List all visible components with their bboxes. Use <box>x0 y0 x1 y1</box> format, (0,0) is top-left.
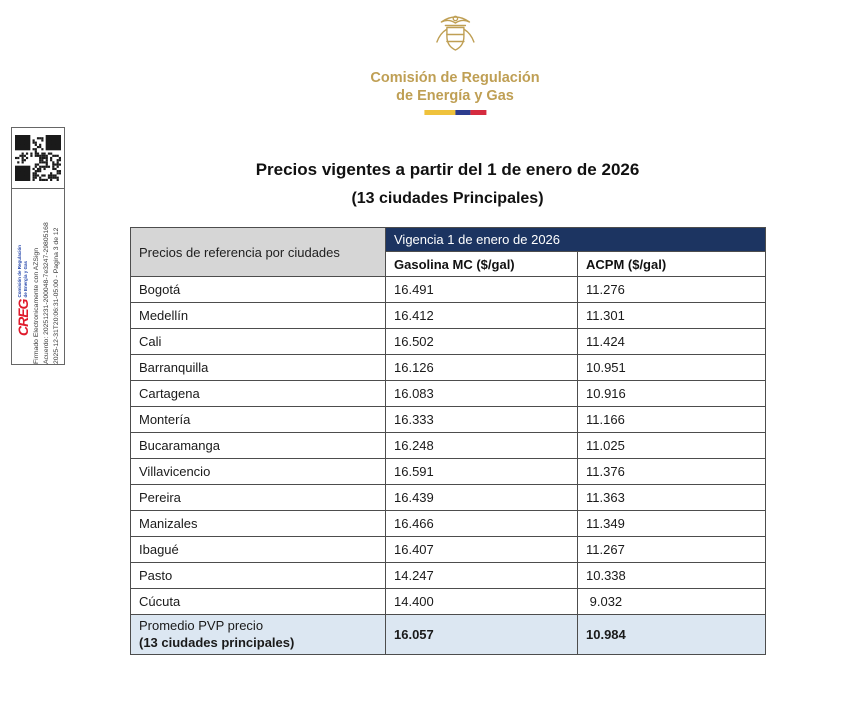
org-name <box>370 69 539 105</box>
city-cell: Ibagué <box>131 537 386 563</box>
table-row <box>131 303 766 329</box>
acpm-cell: 11.376 <box>578 459 766 485</box>
acpm-cell: 11.267 <box>578 537 766 563</box>
colombia-coat-of-arms-icon <box>433 12 477 67</box>
colombia-flag-bar <box>424 110 486 115</box>
gasolina-cell: 16.466 <box>386 511 578 537</box>
acpm-cell: 11.276 <box>578 277 766 303</box>
acpm-cell: 11.424 <box>578 329 766 355</box>
gasolina-column-header: Gasolina MC ($/gal) <box>386 252 578 277</box>
acpm-cell: 9.032 <box>578 589 766 615</box>
city-cell: Cali <box>131 329 386 355</box>
signature-line-2: Acuerdo: 20251231-200048-7e3247-29805168 <box>43 222 51 364</box>
org-header <box>370 12 539 115</box>
city-cell: Villavicencio <box>131 459 386 485</box>
gasolina-cell: 16.439 <box>386 485 578 511</box>
gasolina-cell: 14.400 <box>386 589 578 615</box>
acpm-cell: 10.338 <box>578 563 766 589</box>
gasolina-cell: 16.333 <box>386 407 578 433</box>
city-cell: Cúcuta <box>131 589 386 615</box>
average-row <box>131 615 766 655</box>
average-label: Promedio PVP precio (13 ciudades principales) <box>131 615 386 655</box>
table-row <box>131 563 766 589</box>
acpm-cell: 11.363 <box>578 485 766 511</box>
vigencia-header: Vigencia 1 de enero de 2026 <box>386 228 766 252</box>
gasolina-cell: 16.126 <box>386 355 578 381</box>
acpm-cell: 11.025 <box>578 433 766 459</box>
qr-code <box>11 127 65 189</box>
page-subtitle: (13 ciudades Principales) <box>351 190 544 207</box>
city-cell: Manizales <box>131 511 386 537</box>
flag-blue <box>455 110 471 115</box>
acpm-column-header: ACPM ($/gal) <box>578 252 766 277</box>
city-cell: Pasto <box>131 563 386 589</box>
table-row <box>131 511 766 537</box>
table-row <box>131 459 766 485</box>
acpm-cell: 10.951 <box>578 355 766 381</box>
page-title: Precios vigentes a partir del 1 de enero de 2026 <box>255 160 640 179</box>
acpm-cell: 11.301 <box>578 303 766 329</box>
corner-header: Precios de referencia por ciudades <box>131 228 386 277</box>
table-row <box>131 355 766 381</box>
creg-wordmark: CREG <box>14 299 31 336</box>
table-row <box>131 485 766 511</box>
acpm-cell: 11.349 <box>578 511 766 537</box>
signature-line-3: 2025-12-31T20:06:31-05:00 - Pagina 3 de 12 <box>53 227 61 364</box>
signature-box <box>11 188 65 365</box>
signature-strip <box>11 127 65 365</box>
city-cell: Montería <box>131 407 386 433</box>
gasolina-cell: 16.407 <box>386 537 578 563</box>
table-row <box>131 277 766 303</box>
gasolina-cell: 16.591 <box>386 459 578 485</box>
city-cell: Medellín <box>131 303 386 329</box>
org-name-line2: de Energía y Gas <box>396 88 514 105</box>
price-table-body <box>131 277 766 615</box>
gasolina-cell: 16.491 <box>386 277 578 303</box>
gasolina-cell: 16.502 <box>386 329 578 355</box>
gasolina-cell: 14.247 <box>386 563 578 589</box>
table-row <box>131 433 766 459</box>
table-row <box>131 407 766 433</box>
table-row <box>131 537 766 563</box>
average-gasolina-value: 16.057 <box>386 615 578 655</box>
org-name-line1: Comisión de Regulación <box>370 70 540 86</box>
gasolina-cell: 16.248 <box>386 433 578 459</box>
acpm-cell: 10.916 <box>578 381 766 407</box>
table-row <box>131 329 766 355</box>
table-row <box>131 589 766 615</box>
city-cell: Pereira <box>131 485 386 511</box>
flag-red <box>471 110 487 115</box>
city-cell: Barranquilla <box>131 355 386 381</box>
average-acpm-value: 10.984 <box>578 615 766 655</box>
table-row <box>131 381 766 407</box>
gasolina-cell: 16.083 <box>386 381 578 407</box>
signature-line-1: Firmado Electronicamente con AZSign <box>33 248 40 364</box>
creg-logo-subtext: Comisión de Regulación de Energía y Gas <box>17 245 28 298</box>
city-cell: Bucaramanga <box>131 433 386 459</box>
gasolina-cell: 16.412 <box>386 303 578 329</box>
creg-logo <box>13 189 32 364</box>
city-cell: Bogotá <box>131 277 386 303</box>
price-table <box>130 227 766 655</box>
flag-yellow <box>424 110 455 115</box>
signature-rotated-text <box>12 189 65 365</box>
city-cell: Cartagena <box>131 381 386 407</box>
acpm-cell: 11.166 <box>578 407 766 433</box>
